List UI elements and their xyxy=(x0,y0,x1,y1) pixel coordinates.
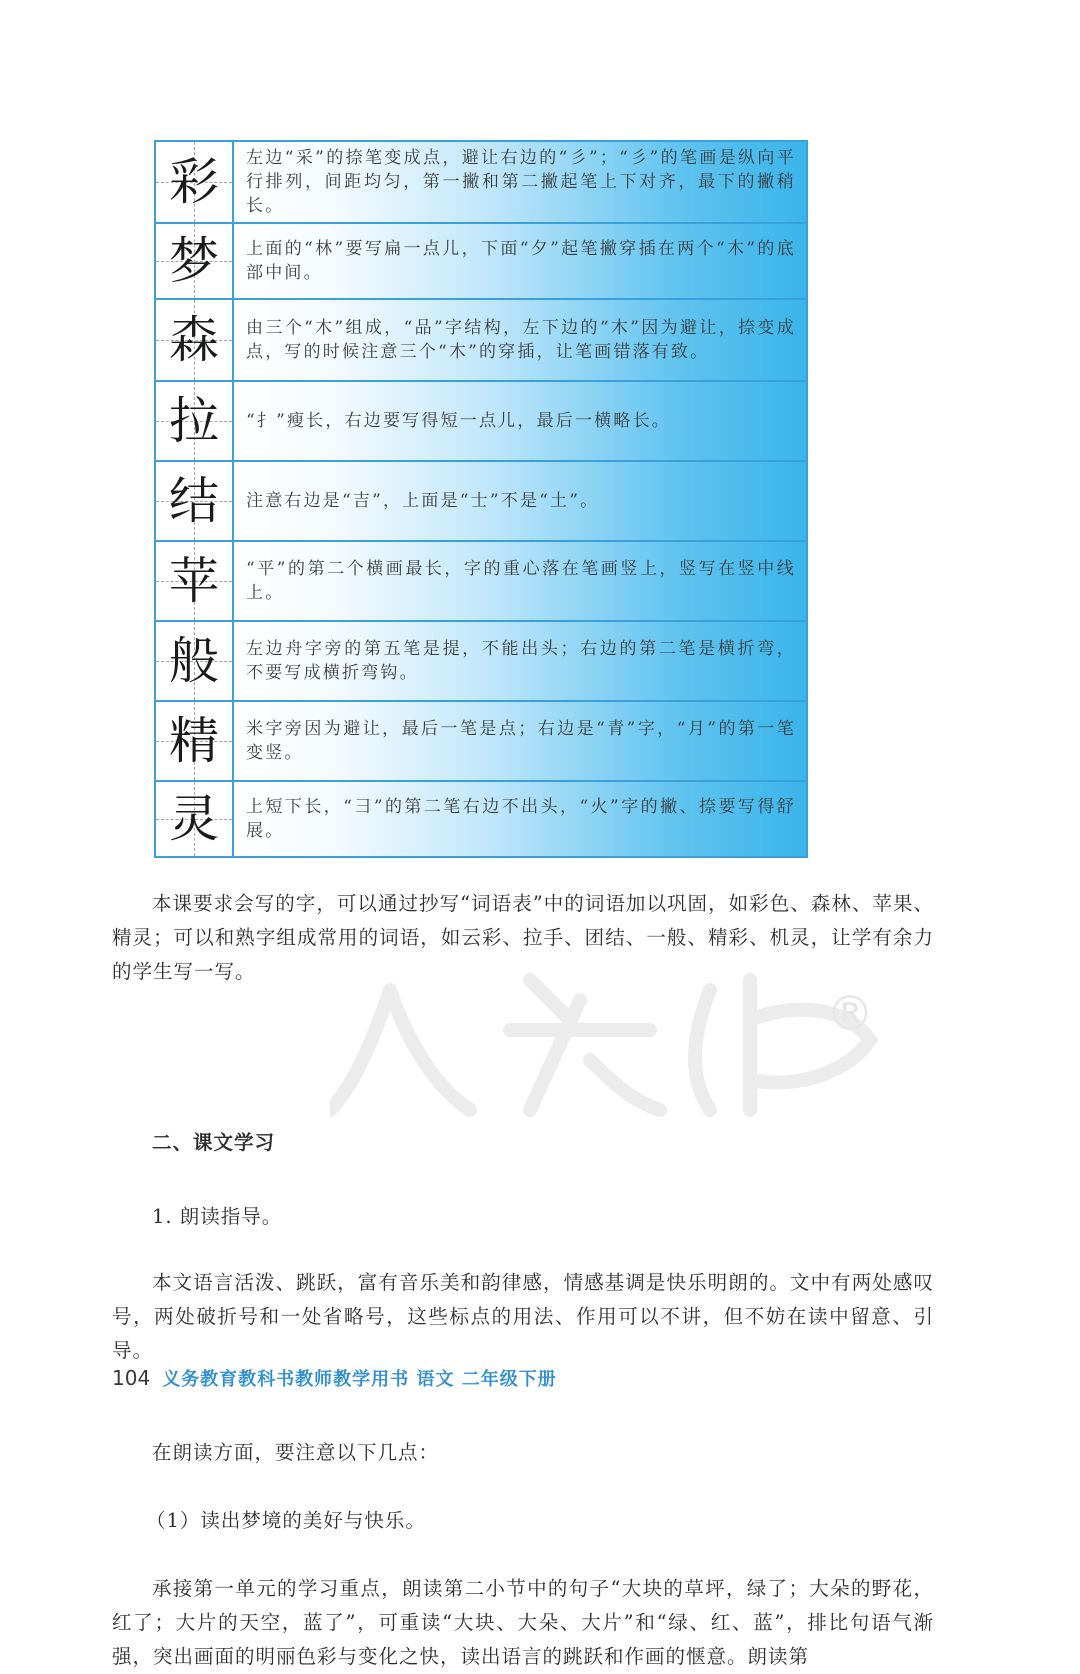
summary-paragraph: 本课要求会写的字，可以通过抄写“词语表”中的词语加以巩固，如彩色、森林、苹果、精灵；可以和熟字组成常用的词语，如云彩、拉手、团结、一般、精彩、机灵，让学有余力的学生写一写。 xyxy=(112,892,934,983)
writing-note-text: 左边舟字旁的第五笔是提，不能出头；右边的第二笔是横折弯，不要写成横折弯钩。 xyxy=(246,639,796,683)
writing-note-text: 由三个“木”组成，“品”字结构，左下边的“木”因为避让，捺变成点，写的时候注意三个“木”的穿插，让笔画错落有致。 xyxy=(246,318,796,362)
writing-note xyxy=(234,382,806,460)
writing-note-text: 上面的“林”要写扁一点儿，下面“夕”起笔撇穿插在两个“木”的底部中间。 xyxy=(246,239,796,283)
table-row xyxy=(156,622,806,702)
character-grid-cell xyxy=(156,542,234,620)
table-row xyxy=(156,224,806,300)
character-glyph: 精 xyxy=(169,712,219,770)
character-glyph: 梦 xyxy=(169,232,219,290)
writing-note-text: “平”的第二个横画最长，字的重心落在笔画竖上，竖写在竖中线上。 xyxy=(246,559,796,603)
point-one-heading: （1）读出梦境的美好与快乐。 xyxy=(146,1509,426,1532)
character-grid-cell xyxy=(156,782,234,856)
writing-note xyxy=(234,462,806,540)
character-writing-table xyxy=(154,140,808,858)
table-row xyxy=(156,782,806,856)
character-glyph: 森 xyxy=(169,311,219,369)
character-glyph: 苹 xyxy=(169,552,219,610)
writing-note-text: 米字旁因为避让，最后一笔是点；右边是“青”字，“月”的第一笔变竖。 xyxy=(246,719,796,763)
table-row xyxy=(156,702,806,782)
character-glyph: 拉 xyxy=(169,392,219,450)
subsection-heading: 1. 朗读指导。 xyxy=(152,1205,283,1228)
character-grid-cell xyxy=(156,462,234,540)
page-number: 104 xyxy=(112,1366,151,1390)
writing-note xyxy=(234,300,806,380)
character-grid-cell xyxy=(156,300,234,380)
character-grid-cell xyxy=(156,382,234,460)
table-row xyxy=(156,382,806,462)
writing-note xyxy=(234,702,806,780)
character-glyph: 灵 xyxy=(169,790,219,848)
character-grid-cell xyxy=(156,142,234,222)
character-grid-cell xyxy=(156,224,234,298)
table-row xyxy=(156,462,806,542)
writing-note xyxy=(234,782,806,856)
reading-guidance-paragraph: 本文语言活泼、跳跃，富有音乐美和韵律感，情感基调是快乐明朗的。文中有两处感叹号，两处破折号和一处省略号，这些标点的用法、作用可以不讲，但不妨在读中留意、引导。 xyxy=(112,1271,934,1362)
writing-note-text: 上短下长，“彐”的第二笔右边不出头，“火”字的撇、捺要写得舒展。 xyxy=(246,797,796,841)
table-row xyxy=(156,300,806,382)
character-grid-cell xyxy=(156,702,234,780)
writing-note xyxy=(234,622,806,700)
character-glyph: 般 xyxy=(169,632,219,690)
writing-note xyxy=(234,224,806,298)
writing-note-text: “扌”瘦长，右边要写得短一点儿，最后一横略长。 xyxy=(246,411,671,431)
character-grid-cell xyxy=(156,622,234,700)
character-glyph: 彩 xyxy=(169,153,219,211)
table-row xyxy=(156,142,806,224)
page-footer xyxy=(112,1365,557,1393)
writing-note xyxy=(234,142,806,222)
writing-note xyxy=(234,542,806,620)
table-row xyxy=(156,542,806,622)
character-glyph: 结 xyxy=(169,472,219,530)
writing-note-text: 左边“采”的捺笔变成点，避让右边的“彡”；“彡”的笔画是纵向平行排列，间距均匀，第一撇和第二撇起笔上下对齐，最下的撇稍长。 xyxy=(246,148,796,216)
registered-mark-icon: ® xyxy=(826,986,874,1042)
point-one-paragraph: 承接第一单元的学习重点，朗读第二小节中的句子“大块的草坪，绿了；大朵的野花，红了；大片的天空，蓝了”，可重读“大块、大朵、大片”和“绿、红、蓝”，排比句语气渐强，突出画面的明丽色彩与变化之快，读出语言的跳跃和作画的惬意。朗读第 xyxy=(112,1577,934,1668)
section-heading: 二、课文学习 xyxy=(152,1131,276,1154)
book-title: 义务教育教科书教师教学用书 语文 二年级下册 xyxy=(162,1369,557,1390)
points-intro: 在朗读方面，要注意以下几点： xyxy=(152,1441,440,1464)
writing-note-text: 注意右边是“吉”，上面是“士”不是“土”。 xyxy=(246,491,600,511)
